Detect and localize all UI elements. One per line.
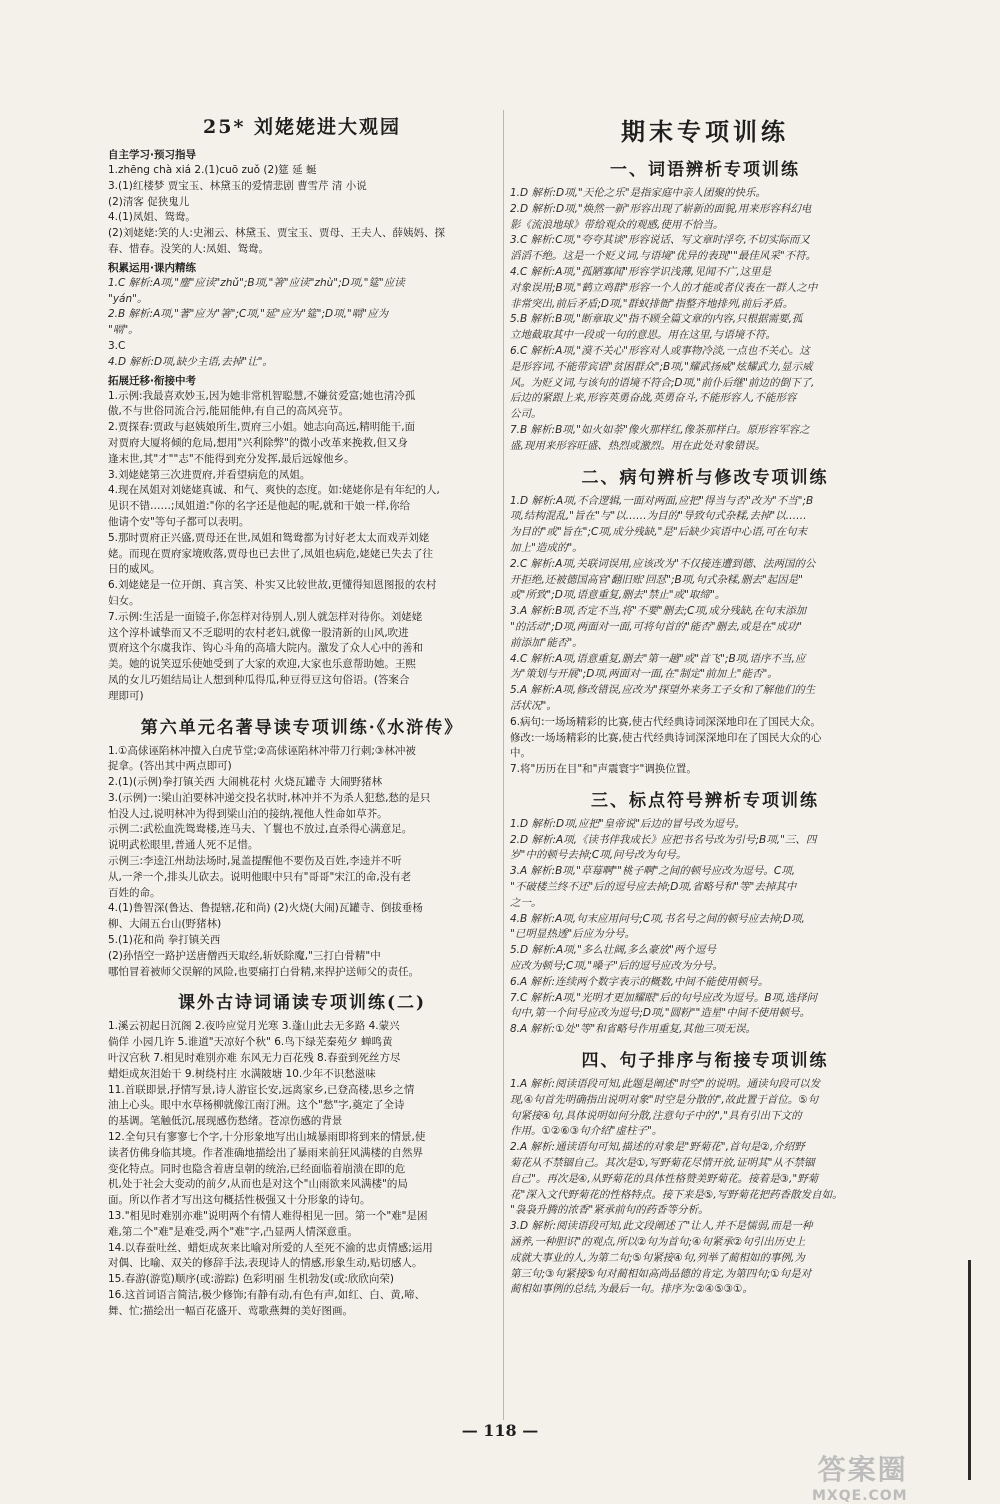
- text-line: 7.示例:生活是一面镜子,你怎样对待别人,别人就怎样对待你。刘姥姥: [108, 610, 423, 623]
- text-line: 1.D 解析:D项,应把"皇帝说"后边的冒号改为逗号。: [510, 817, 746, 830]
- column-divider: [503, 110, 504, 1420]
- text-line: 油上心头。眼中水草杨柳就像江南汀洲。这个"愁"字,奠定了全诗: [108, 1099, 405, 1112]
- text-line: 傲,不与世俗同流合污,能屈能伸,有自己的高风亮节。: [108, 405, 350, 418]
- text-line: 凤的女儿巧姐结局让人想到种瓜得瓜,种豆得豆这句俗语。(答案合: [108, 673, 410, 686]
- text-line: 哪怕冒着被师父误解的风险,也要痛打白骨精,来捍护送师父的责任。: [108, 965, 420, 978]
- text-line: 2.D 解析:D项,"焕然一新"形容出现了崭新的面貌,用来形容科幻电: [510, 202, 812, 215]
- text-line: 春、惜春。没笑的人:凤姐、鸳鸯。: [108, 242, 270, 255]
- text-line: 他请个安"等句子都可以表明。: [108, 515, 250, 528]
- text-line: 是形容词,不能带宾语"贫困群众";B项,"耀武扬威"炫耀武力,显示威: [510, 360, 813, 373]
- text-line: 6.A 解析:连续两个数字表示的概数,中间不能使用顿号。: [510, 975, 769, 988]
- text-line: 风。为贬义词,与该句的语境不符合;D项,"前仆后继"前边的倒下了,: [510, 376, 815, 389]
- text-line: 3.A 解析:B项,"草莓啊""桃子啊"之间的顿号应改为逗号。C项,: [510, 865, 796, 878]
- section-heading: 课外古诗词诵读专项训练(二): [177, 993, 427, 1014]
- text-line: 岁"中的顿号去掉;C项,问号改为句号。: [510, 849, 687, 862]
- text-line: 花"深入文代野菊花的性格特点。接下来是⑤,写野菊花把药香散发自如。: [510, 1188, 843, 1201]
- text-line: 逢末世,其"才""志"不能得到充分发挥,最后远嫁他乡。: [108, 452, 355, 465]
- section-heading: 二、病句辨析与修改专项训练: [581, 467, 829, 488]
- text-line: 的基调。笔触低沉,展现感伤愁绪。苍凉伤感的背景: [108, 1115, 343, 1128]
- text-line: 为目的"或"旨在";C项,成分残缺,"是"后缺少宾语中心语,可在句末: [510, 526, 808, 539]
- text-line: 盛,现用来形容旺盛、热烈或激烈。用在此处对象错误。: [510, 439, 766, 452]
- text-line: 对贾府大厦将倾的危局,想用"兴利除弊"的微小改革来挽救,但又身: [108, 436, 408, 449]
- text-line: 开拒绝,还被德国高官'翻旧账'回怼";B项,句式杂糅,删去"起因是": [510, 573, 804, 586]
- text-line: 蔺相如事例的总结,为最后一句。排序为:②④⑤③①。: [510, 1283, 753, 1296]
- text-line: 3.刘姥姥第三次进贾府,并看望病危的凤姐。: [108, 468, 311, 481]
- text-line: 这个淳朴诚挚而又不乏聪明的农村老妇,就像一股清新的山风,吹进: [108, 626, 409, 639]
- text-line: 贾府这个尔虞我诈、钩心斗角的高墙大院内。激发了众人心中的善和: [108, 642, 423, 655]
- text-line: 之一。: [510, 896, 542, 909]
- watermark-title: 答案圈: [817, 1453, 908, 1486]
- page-title: 期末专项训练: [621, 117, 789, 146]
- text-line: 3.C: [108, 339, 126, 352]
- text-line: 日的威风。: [108, 563, 161, 576]
- text-line: 5.(1)花和尚 拳打镇关西: [108, 934, 221, 947]
- text-line: 从,一斧一个,排头儿砍去。说明他眼中只有"哥哥"宋江的命,没有老: [108, 870, 412, 883]
- text-line: (2)清客 促狭鬼儿: [108, 195, 190, 208]
- text-line: 姥。而现在贾府家境败落,贾母也已去世了,凤姐也病危,姥姥已失去了往: [108, 547, 434, 560]
- text-line: 应改为顿号;C项,"嗓子"后的逗号应改为分号。: [510, 960, 723, 973]
- text-line: 读者仿佛身临其境。作者准确地描绘出了暴雨来前狂风满楼的自然界: [108, 1146, 423, 1159]
- text-line: 1.①高俅诬陷林冲擅入白虎节堂;②高俅诬陷林冲带刀行刺;③林冲被: [108, 744, 416, 757]
- text-line: 自己"。再次是④,从野菊花的具体性格赞美野菊花。接着是③,"野菊: [510, 1172, 819, 1185]
- text-line: 15.春游(游览)顺序(或:游踪) 色彩明丽 生机勃发(或:欣欣向荣): [108, 1273, 395, 1286]
- text-line: 3.(1)红楼梦 贾宝玉、林黛玉的爱情悲剧 曹雪芹 清 小说: [108, 179, 367, 192]
- watermark-url: MXQE.COM: [812, 1488, 908, 1504]
- text-line: 句紧接④句,具体说明如何分散,注意句子中的","具有引出下文的: [510, 1109, 802, 1122]
- text-line: 4.(1)凤姐、鸳鸯。: [108, 211, 196, 224]
- text-line: 6.C 解析:A项,"漠不关心"形容对人或事物冷淡,一点也不关心。这: [510, 344, 810, 357]
- text-line: 妇女。: [108, 594, 140, 607]
- text-line: 示例三:李逵江州劫法场时,晁盖提醒他不要伤及百姓,李逵并不听: [108, 855, 402, 868]
- text-line: 2.B 解析:A项,"著"应为"箸";C项,"延"应为"筵";D项,"嗝"应为: [108, 308, 389, 321]
- text-line: 示例二:武松血洗鸳鸯楼,连马夫、丫鬟也不放过,直杀得心满意足。: [108, 823, 413, 836]
- text-line: 怕没人过,说明林冲为得到梁山泊的接纳,视他人性命如草芥。: [108, 807, 388, 820]
- text-line: 1.C 解析:A项,"麈"应读"zhǔ";B项,"箸"应读"zhù";D项,"筵"应读: [108, 276, 405, 289]
- text-line: 舞、忙;描绘出一幅百花盛开、莺歌燕舞的美好图画。: [108, 1304, 354, 1317]
- text-line: 6.病句:一场场精彩的比赛,使古代经典诗词深深地印在了国民大众。: [510, 715, 821, 728]
- text-line: 为"策划与开展";D项,两面对一面,在"制定"前加上"能否"。: [510, 668, 778, 681]
- subsection-label: 自主学习·预习指导: [108, 149, 196, 161]
- left-content: [108, 147, 496, 1320]
- text-line: "yán"。: [108, 292, 148, 305]
- text-line: 3.C 解析:C项,"夸夸其谈"形容说话、写文章时浮夸,不切实际而又: [510, 234, 810, 247]
- text-line: 2.D 解析:A项,《读书伴我成长》应把书名号改为引号;B项,"三、四: [510, 833, 817, 846]
- text-line: 5.那时贾府正兴盛,贾母还在世,凤姐和鸳鸯都为讨好老太太而戏弄刘姥: [108, 531, 430, 544]
- text-line: 加上"造成的"。: [510, 541, 583, 554]
- text-line: 前添加"能否"。: [510, 636, 583, 649]
- text-line: 项,结构混乱,"旨在"与"以……为目的"导致句式杂糅,去掉"以……: [510, 510, 807, 523]
- text-line: "的活动";D项,两面对一面,可将句首的"能否"删去,或是在"成功": [510, 620, 803, 633]
- text-line: 修改:一场场精彩的比赛,使古代经典诗词深深地印在了国民大众的心: [510, 731, 822, 744]
- text-line: 蜡炬成灰泪始干 9.树绕村庄 水满陂塘 10.少年不识愁滋味: [108, 1067, 376, 1080]
- section-heading: 一、词语辨析专项训练: [610, 160, 800, 180]
- text-line: 立地截取其中一段或一句的意思。用在这里,与语境不符。: [510, 329, 776, 342]
- text-line: 面。所以作者才写出这句概括性极强又十分形象的诗句。: [108, 1194, 371, 1207]
- text-line: 说明武松眼里,普通人死不足惜。: [108, 839, 259, 852]
- text-line: 3.(示例)一:梁山泊要林冲递交投名状时,林冲并不为杀人犯愁,愁的是只: [108, 791, 431, 804]
- text-line: 难,第二个"难"是难受,两个"难"字,凸显两人情深意重。: [108, 1225, 358, 1238]
- text-line: 非常突出,前后矛盾;D项,"群蚁排衙"指整齐地排列,前后矛盾。: [510, 297, 794, 310]
- section-heading: 第六单元名著导读专项训练·《水浒传》: [140, 717, 464, 738]
- text-line: 12.全句只有寥寥七个字,十分形象地写出山城暴雨即将到来的情景,使: [108, 1131, 426, 1144]
- text-line: 16.这首词语言简洁,极少修饰;有静有动,有色有声,如红、白、黄,啼、: [108, 1289, 426, 1301]
- text-line: 1.溪云初起日沉阁 2.夜吟应觉月光寒 3.蓬山此去无多路 4.蒙兴: [108, 1020, 400, 1033]
- text-line: 3.D 解析:阅读语段可知,此文段阐述了"让人,并不是懦弱,而是一种: [510, 1220, 813, 1233]
- text-line: 见识不错……;凤姐道:"你的名字还是他起的呢,就和干娘一样,你给: [108, 500, 411, 513]
- text-line: 第三句;③句紧接⑤句对蔺相如高尚品德的肯定,为第四句;①句是对: [510, 1267, 812, 1280]
- text-line: 百姓的命。: [108, 886, 161, 899]
- subsection-label: 拓展迁移·衔接中考: [108, 374, 196, 387]
- text-line: 涵养,一种胆识"的观点,所以②句为首句;④句紧承②句引出历史上: [510, 1236, 806, 1249]
- text-line: 活状况"。: [510, 699, 557, 712]
- subsection-label: 积累运用·课内精练: [108, 261, 196, 274]
- text-line: 菊花从不禁锢自己。其次是①,写野菊花尽情开放,证明其"从不禁锢: [510, 1157, 815, 1170]
- text-line: 11.首联即景,抒情写景,诗人游宦长安,远离家乡,已登高楼,思乡之情: [108, 1083, 415, 1096]
- text-line: 对偶、比喻、双关的修辞手法,表现诗人的情感,形象生动,贴切感人。: [108, 1257, 423, 1270]
- text-line: 2.A 解析:通读语句可知,描述的对象是"野菊花",首句是②,介绍野: [510, 1141, 805, 1154]
- text-line: "不破楼兰终不还"后的逗号应去掉;D项,省略号和"等"去掉其中: [510, 881, 797, 894]
- text-line: 滔滔不绝。这是一个贬义词,与语境"优异的表现""最佳风采"不符。: [510, 250, 817, 263]
- text-line: 5.A 解析:A项,修改错误,应改为"探望外来务工子女和了解他们的生: [510, 684, 816, 697]
- text-line: 7.B 解析:B项,"如火如荼"像火那样红,像茶那样白。原形容军容之: [510, 423, 810, 436]
- text-line: 作用。①②⑥③句介绍"虚柱子"。: [510, 1125, 663, 1138]
- section-heading: 四、句子排序与衔接专项训练: [581, 1051, 829, 1072]
- text-line: 1.zhēng chà xiá 2.(1)cuō zuǒ (2)筵 延 蜒: [108, 164, 317, 176]
- text-line: 4.D 解析:D项,缺少主语,去掉"让"。: [108, 355, 273, 368]
- page-number: — 118 —: [461, 1421, 539, 1440]
- text-line: 7.将"历历在目"和"声震寰宇"调换位置。: [510, 763, 697, 776]
- text-line: 6.刘姥姥是一位开朗、真言笑、朴实又比较世故,更懂得知恩图报的农村: [108, 579, 437, 592]
- text-line: 后边的紧跟上来,形容英勇奋战,英勇奋斗,不能形容人,不能形容: [510, 392, 797, 405]
- text-line: 成就大事业的人,为第二句;⑤句紧接④句,列举了蔺相如的事例,为: [510, 1251, 805, 1264]
- text-line: 7.C 解析:A项,"光明才更加耀眼"后的句号应改为逗号。B项,选择问: [510, 991, 817, 1004]
- text-line: 4.B 解析:A项,句末应用问号;C项,书名号之间的顿号应去掉;D项,: [510, 912, 805, 925]
- text-line: 4.(1)鲁智深(鲁达、鲁提辖,花和尚) (2)火烧(大闹)瓦罐寺、倒拔垂杨: [108, 902, 423, 915]
- text-line: 1.示例:我最喜欢妙玉,因为她非常机智聪慧,不嫌贫爱富;她也清冷孤: [108, 389, 416, 402]
- text-line: 4.C 解析:A项,语意重复,删去"第一趟"或"首飞";B项,语序不当,应: [510, 652, 806, 665]
- text-line: 4.C 解析:A项,"孤陋寡闻"形容学识浅薄,见闻不广,这里是: [510, 265, 772, 278]
- text-line: 变化特点。同时也隐含着唐皇朝的统治,已经面临着崩溃在即的危: [108, 1162, 406, 1175]
- text-line: 捉拿。(答出其中两点即可): [108, 760, 232, 773]
- text-line: 3.A 解析:B项,否定不当,将"不要"删去;C项,成分残缺,在句末添加: [510, 605, 807, 618]
- section-heading: 三、标点符号辨析专项训练: [591, 790, 819, 811]
- text-line: 倘佯 小园几许 5.谁道"天凉好个秋" 6.鸟下绿芜秦苑夕 蝉鸣黄: [108, 1036, 393, 1049]
- text-line: 2.C 解析:A项,关联词误用,应该改为"不仅接连遭到德、法两国的公: [510, 557, 816, 570]
- left-column: [108, 112, 496, 1320]
- watermark-logo: [812, 1448, 908, 1504]
- text-line: 1.A 解析:阅读语段可知,此题是阐述"时空"的说明。通读句段可以发: [510, 1078, 821, 1091]
- text-line: (2)孙悟空一路护送唐僧西天取经,斩妖除魔,"三打白骨精"中: [108, 949, 381, 962]
- text-line: 13."相见时难别亦难"说明两个有情人难得相见一回。第一个"难"是困: [108, 1210, 428, 1223]
- lesson-title: 25* 刘姥姥进大观园: [203, 116, 401, 138]
- text-line: (2)刘姥姥:笑的人:史湘云、林黛玉、贾宝玉、贾母、王夫人、薛姨妈、探: [108, 227, 445, 240]
- text-line: 4.现在凤姐对刘姥姥真诚、和气、爽快的态度。如:姥姥你是有年纪的人,: [108, 484, 440, 497]
- text-line: 或"所致";D项,语意重复,删去"禁止"或"取缔"。: [510, 589, 726, 602]
- text-line: 对象误用;B项,"鹤立鸡群"形容一个人的才能或者仪表在一群人之中: [510, 281, 818, 294]
- right-column: [510, 112, 900, 1298]
- text-line: 现,④句首先明确指出说明对象"时空是分散的",故此置于首位。⑤句: [510, 1093, 819, 1106]
- text-line: "已明显热透"后应为分号。: [510, 928, 636, 941]
- text-line: 14.以春蚕吐丝、蜡炬成灰来比喻对所爱的人至死不渝的忠贞情感;运用: [108, 1241, 433, 1254]
- page-edge-shadow: [968, 1260, 971, 1480]
- text-line: 1.D 解析:A项,不合逻辑,一面对两面,应把"得当与否"改为"不当";B: [510, 494, 814, 507]
- text-line: 理即可): [108, 689, 144, 702]
- text-line: 叶汉宫秋 7.相见时难别亦难 东风无力百花残 8.春蚕到死丝方尽: [108, 1052, 401, 1065]
- text-line: 8.A 解析:①处"等"和省略号作用重复,其他三项无误。: [510, 1023, 756, 1036]
- text-line: 柳、大闹五台山(野猪林): [108, 918, 222, 931]
- text-line: 句中,第一个问号应改为逗号;D项,"圆粉""造星"中间不使用顿号。: [510, 1007, 811, 1020]
- text-line: 2.贾探春:贾政与赵姨娘所生,贾府三小姐。她志向高远,精明能干,面: [108, 421, 416, 434]
- text-line: 1.D 解析:D项,"天伦之乐"是指家庭中亲人团聚的快乐。: [510, 187, 767, 199]
- text-line: "嗝"。: [108, 324, 139, 337]
- text-line: 2.(1)(示例)拳打镇关西 大闹桃花村 火烧瓦罐寺 大闹野猪林: [108, 776, 383, 789]
- text-line: 中。: [510, 747, 531, 760]
- text-line: 美。她的说笑逗乐使她受到了大家的欢迎,大家也乐意帮助她。王熙: [108, 658, 416, 671]
- text-line: 公司。: [510, 408, 542, 421]
- text-line: 5.D 解析:A项,"多么壮阔,多么豪放"两个逗号: [510, 944, 716, 957]
- text-line: 影《流浪地球》带给观众的观感,使用不恰当。: [510, 218, 724, 231]
- right-content: [510, 155, 900, 1298]
- text-line: 机,处于社会大变动的前夕,从而也是对这个"山雨欲来风满楼"的局: [108, 1178, 408, 1191]
- text-line: "袅袅升腾的浓香"紧承前句的药香等分析。: [510, 1204, 709, 1217]
- text-line: 5.B 解析:B项,"断章取义"指不顾全篇文章的内容,只根据需要,孤: [510, 313, 803, 326]
